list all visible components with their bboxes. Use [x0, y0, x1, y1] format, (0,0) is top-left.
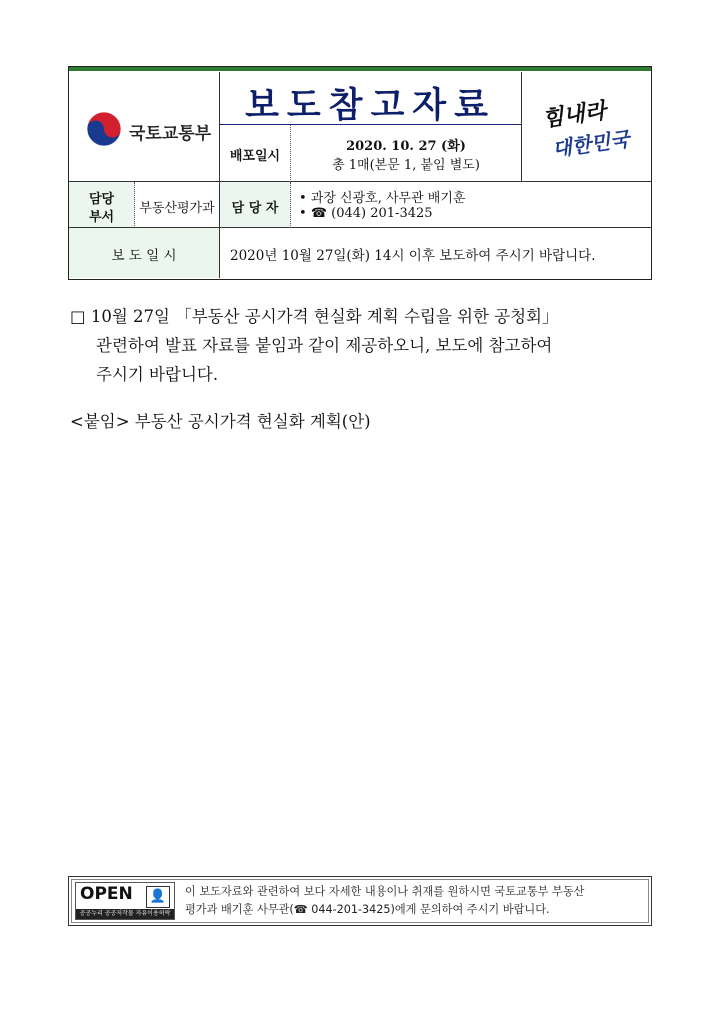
- press-header-table: [68, 66, 652, 280]
- bullet-icon: •: [299, 206, 307, 221]
- ministry-logo-cell: [69, 72, 220, 182]
- dept-name: 부동산평가과: [139, 201, 215, 216]
- contact-people: 과장 신광호, 사무관 배기훈: [310, 191, 466, 206]
- bullet-icon: •: [299, 191, 307, 206]
- contact-people-row: [299, 187, 465, 206]
- open-label: OPEN: [80, 884, 133, 904]
- distribution-label: 배포일시: [229, 149, 281, 164]
- footer-notice: [68, 876, 652, 926]
- paragraph-line-1: [70, 302, 558, 332]
- dept-label-line1: 담당: [88, 192, 115, 207]
- title-cell: [220, 72, 522, 125]
- slogan-cell: [522, 72, 651, 182]
- dept-label-line2: 부서: [88, 210, 115, 225]
- dept-value-cell: [135, 182, 220, 228]
- footer-note-line2: 평가과 배기훈 사무관(☎ 044-201-3425)에게 문의하여 주시기 바랍니다.: [185, 903, 550, 916]
- kogl-badge-text: 공공누리 공공저작물 자유이용허락: [76, 909, 174, 919]
- kogl-badge: [75, 882, 175, 920]
- contact-label-cell: [220, 182, 291, 228]
- release-label: 보 도 일 시: [111, 248, 177, 264]
- slogan-line1: 힘내라: [540, 98, 608, 133]
- contact-value-cell: [291, 182, 651, 228]
- contact-phone-row: [299, 206, 433, 221]
- paragraph-text-1: 10월 27일 「부동산 공시가격 현실화 계획 수립을 위한 공청회」: [90, 307, 559, 326]
- release-label-cell: [69, 228, 220, 278]
- document-title: 보도참고자료: [245, 86, 496, 126]
- distribution-pages: 총 1매(본문 1, 붙임 별도): [332, 158, 480, 173]
- contact-phone: (044) 201-3425: [331, 206, 433, 221]
- distribution-value-cell: [291, 125, 522, 182]
- distribution-label-cell: [220, 125, 291, 182]
- dept-label-cell: [69, 182, 135, 228]
- ministry-emblem-icon: [85, 110, 123, 148]
- phone-icon: ☎: [310, 206, 328, 221]
- release-text: 2020년 10월 27일(화) 14시 이후 보도하여 주시기 바랍니다.: [230, 248, 596, 264]
- slogan-line2: 대한민국: [550, 126, 631, 162]
- footer-note-line1: 이 보도자료와 관련하여 보다 자세한 내용이나 취재를 원하시면 국토교통부 부동산: [185, 885, 585, 898]
- distribution-date: 2020. 10. 27 (화): [346, 139, 466, 154]
- ministry-name: 국토교통부: [129, 124, 212, 144]
- footer-note: [185, 883, 645, 919]
- paragraph-line-3: 주시기 바랍니다.: [96, 365, 219, 384]
- release-value-cell: [220, 228, 651, 278]
- attribution-icon: 👤: [146, 886, 170, 908]
- contact-label: 담 당 자: [231, 201, 279, 216]
- paragraph-line-2: 관련하여 발표 자료를 붙임과 같이 제공하오니, 보도에 참고하여: [96, 336, 553, 355]
- attachment-line: <붙임> 부동산 공시가격 현실화 계획(안): [70, 412, 371, 431]
- checkbox-icon: □: [70, 307, 86, 326]
